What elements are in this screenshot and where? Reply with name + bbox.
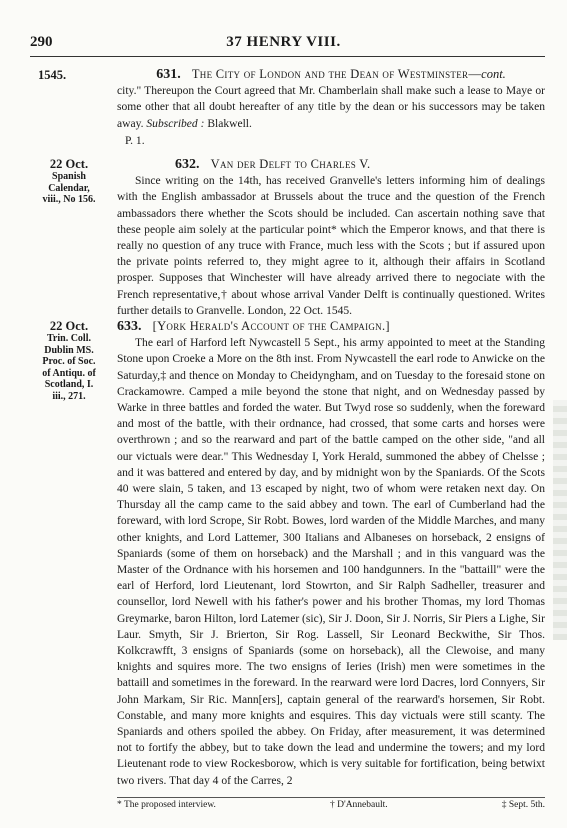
margin-ref-line: iii., 271. <box>52 390 86 402</box>
footnote-rule <box>117 797 545 798</box>
entry-title: [York Herald's Account of the Campaign.] <box>152 319 390 333</box>
margin-ref-line: viii., No 156. <box>42 194 96 205</box>
entry-632 <box>117 156 545 319</box>
margin-year: 1545. <box>38 68 67 82</box>
margin-ref-line: Trin. Coll. <box>47 333 91 344</box>
header-rule <box>30 56 545 57</box>
footnotes <box>117 800 545 810</box>
margin-ref-line: Dublin MS. <box>44 344 94 356</box>
entry-number: 633. <box>117 319 142 334</box>
entry-paragraph: The earl of Harford left Nywcastell 5 Sept., his army appointed to meet at the Standing Stone upon Croeke a More on the 8th inst. From Nywcastell the earl rode to Anwicke on the Saturday,‡ and thence on Monday to Cheidyngham, and on Tuesday to the foresaid stone on Crackamowre. Camped a mile beyond the stone that night, and on Wednesday passed by Warke in three battles and forded the water. But Twyd rose so suddenly, when the foreward and most of the battle, with their ordnance, had crossed, that some carts and horses were overthrown ; and so the rearward and part of the battle camped on the other side, "and all our victuals were dear." This Wednesday I, York Herald, summoned the abbey of Chelsse ; and it was battered and entered by day, and by midnight won by the Spaniards. Of the Scots 40 were slain, 5 taken, and 13 escaped by night, two of whom were retaken next day. On Thursday all the camp came to the said abbey and town. The earl of Cumberland had the foreward, with lord Scrope, Sir Robt. Bowes, lord warden of the Middle Marches, and many other knights, and Lord Lattemer, 300 Italians and Albaneses on horseback, 2 ensigns of Spaniards (some of them on horseback) and the Marshall ; and in this vanguard was the Master of the Ordnance with his horsemen and 100 handgunners. In the "battaill" were the earl of Herford, lord Lieutenant, lord Stowrton, and Sir Ralph Sadheller, treasurer and counsellor, lord Newell with his father's power and his brother Thomas, my lord Thomas Greymarke, baron Hilton, lord Latemer (sic), Sir J. Doon, Sir J. Norris, Sir Piers a Lighe, Sir Laur. Smyth, Sir J. Brierton, Sir Rog. Lassell, Sir Leonard Beckwithe, Sir Thos. Kolkcrawfft, 3 ensigns of Spaniards (some on horseback), all the Clewoise, and many knights and squires more. The two ensigns of Ieries (Irish) men were sometimes in the battaill and sometimes in the foreward. In the rearward were lord Dacres, lord Connyers, Sir John Markam, Sir Ric. Mann[ers], captain general of the rearward's horsemen, Sir Robt. Constable, and many more knights and esquires. This day victuals were still scanty. The Spaniards and others spoiled the abbey. On Friday, after measurement, it was determined not to fortify the abbey, but to take down the lead and undermine the towers; and my lord Lieutenant rode to view Rockesborow, which is very suitable for fortification, being betwixt two rivers. That day 4 of the Carres, 2 <box>117 337 545 787</box>
margin-ref-line: Calendar, <box>48 182 90 194</box>
footnote: † D'Annebault. <box>330 800 388 810</box>
entry-633-heading <box>117 318 545 335</box>
margin-ref-line: of Antiqu. of <box>42 367 96 379</box>
margin-ref-line: Spanish <box>52 171 86 182</box>
subscribed-name: Blakwell. <box>207 117 252 130</box>
margin-note-632 <box>30 157 108 206</box>
footnote: * The proposed interview. <box>117 800 216 810</box>
library-stamp-strip <box>553 400 567 640</box>
entry-631 <box>117 66 545 149</box>
entry-title-suffix: cont. <box>481 67 506 81</box>
entry-number: 632. <box>175 157 200 172</box>
margin-date: 22 Oct. <box>49 319 89 333</box>
entry-631-heading <box>117 66 545 83</box>
entry-633 <box>117 318 545 789</box>
entry-paragraph: city." Thereupon the Court agreed that Mr. Chamberlain shall make such a lease to Maye or some other that all doubt hereafter of any title by the dean or his successors may be taken away. Subscribed : Blakwell. <box>117 85 545 130</box>
margin-date: 22 Oct. <box>49 157 89 171</box>
entry-632-heading <box>117 156 545 173</box>
subscribed-label: Subscribed : <box>146 117 205 130</box>
footnote: ‡ Sept. 5th. <box>501 800 545 810</box>
margin-ref-line: Proc. of Soc. <box>42 356 96 367</box>
page-count: P. 1. <box>125 134 145 147</box>
entry-paragraph: Since writing on the 14th, has received Granvelle's letters informing him of dealings with the English ambassador at Brussels about the truce and the question of the French ambassadors there whether the Scots should be included. Can ascertain nothing save that these people aim solely at the particular point* which the Emperor knows, and that there is really no question of any truce with France, much less with the Scots ; but if assured upon the private points referred to, they might agree to it, although their affairs in Scotland prosper. Supposes that Winchester will have already arrived there to negociate with the French representative,† about whose arrival Vander Delft is continually questioned. Writes further details to Granvelle. London, 22 Oct. 1545. <box>117 175 545 317</box>
entry-title: Van der Delft to Charles V. <box>210 157 371 171</box>
margin-ref-line: Scotland, I. <box>44 379 94 390</box>
margin-note-633 <box>30 319 108 402</box>
entry-title: The City of London and the Dean of Westminster— <box>191 67 482 81</box>
running-title: 37 HENRY VIII. <box>226 34 341 50</box>
page-number: 290 <box>30 34 53 50</box>
entry-number: 631. <box>156 67 181 82</box>
